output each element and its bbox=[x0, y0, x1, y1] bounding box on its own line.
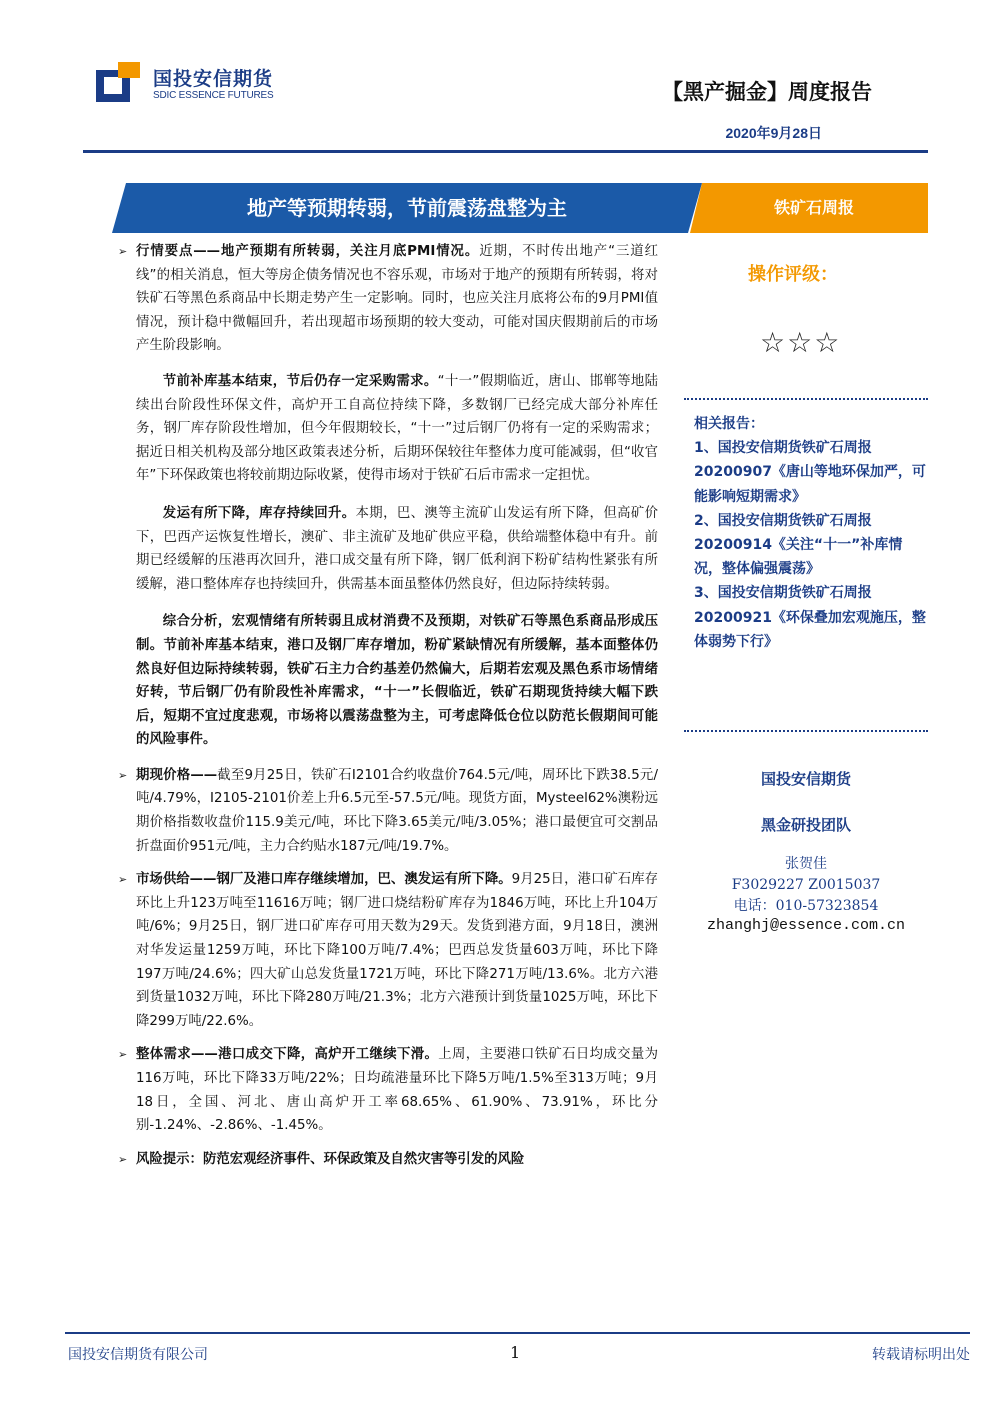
report-title: 【黑产掘金】周度报告 bbox=[662, 80, 872, 104]
related-reports-title: 相关报告： bbox=[694, 416, 764, 432]
company-name-en: SDIC ESSENCE FUTURES bbox=[153, 90, 274, 101]
paragraph bbox=[118, 370, 658, 488]
rating-label: 操作评级： bbox=[748, 264, 838, 285]
price-heading: 期现价格—— bbox=[136, 767, 218, 783]
header-divider bbox=[83, 150, 928, 153]
list-item bbox=[118, 240, 658, 358]
arrow-bullet-icon: ➢ bbox=[118, 1048, 128, 1062]
sidebar-divider bbox=[684, 730, 928, 732]
sidebar-divider bbox=[684, 398, 928, 400]
list-item bbox=[118, 764, 658, 858]
market-highlights-text: 近期，不时传出地产“三道红线”的相关消息，恒大等房企债务情况也不容乐观，市场对于地产的预期有所转弱，将对铁矿石等黑色系商品中长期走势产生一定影响。同时，也应关注月底将公布的9月PMI值情况，预计稳中微幅回升，若出现超市场预期的较大变动，可能对国庆假期前后的市场产生阶段影响。 bbox=[136, 244, 658, 354]
rating-stars: ☆☆☆ bbox=[760, 326, 842, 359]
headline: 地产等预期转弱，节前震荡盘整为主 bbox=[247, 196, 567, 220]
list-item bbox=[118, 868, 658, 1033]
list-item bbox=[118, 1043, 658, 1137]
company-logo bbox=[96, 62, 140, 102]
analyst-email[interactable]: zhanghj@essence.com.cn bbox=[706, 917, 906, 934]
footer-divider bbox=[65, 1332, 970, 1334]
footer-notice: 转载请标明出处 bbox=[872, 1347, 970, 1363]
demand-text: 上周，主要港口铁矿石日均成交量为116万吨，环比下降33万吨/22%；日均疏港量环比下降5万吨/1.5%至313万吨；9月18日，全国、河北、唐山高炉开工率68.65%、61.90%、73.91%，环比分别-1.24%、-2.86%、-1.45%。 bbox=[136, 1047, 659, 1134]
restocking-heading: 节前补库基本结束，节后仍存一定采购需求。 bbox=[162, 373, 438, 389]
shipment-heading: 发运有所下降，库存持续回升。 bbox=[162, 505, 356, 521]
related-report-link[interactable]: 2、国投安信期货铁矿石周报20200914《关注“十一”补库情况，整体偏强震荡》 bbox=[694, 512, 903, 578]
analyst-phone: 电话：010-57323854 bbox=[733, 898, 879, 914]
company-name-cn: 国投安信期货 bbox=[153, 68, 274, 90]
page-number: 1 bbox=[510, 1343, 521, 1362]
supply-text: 9月25日，港口矿石库存环比上升123万吨至11616万吨；钢厂进口烧结粉矿库存为1846万吨，环比上升104万吨/6%；9月25日，钢厂进口矿库存可用天数为29天。发货到港方面，9月18日，澳洲对华发运量1259万吨，环比下降100万吨/7.4%；巴西总发货量603万吨，环比下降197万吨/24.6%；四大矿山总发货量1721万吨，环比下降271万吨/13.6%。北方六港到货量1032万吨，环比下降280万吨/21.3%；北方六港预计到货量1025万吨，环比下降299万吨/22.6%。 bbox=[136, 872, 658, 1029]
arrow-bullet-icon: ➢ bbox=[118, 1152, 128, 1166]
related-report-link[interactable]: 3、国投安信期货铁矿石周报20200921《环保叠加宏观施压，整体弱势下行》 bbox=[694, 585, 926, 650]
arrow-bullet-icon: ➢ bbox=[118, 245, 128, 258]
arrow-bullet-icon: ➢ bbox=[118, 873, 128, 887]
summary-paragraph: 综合分析，宏观情绪有所转弱且成材消费不及预期，对铁矿石等黑色系商品形成压制。节前补库基本结束，港口及钢厂库存增加，粉矿紧缺情况有所缓解，基本面整体仍然良好但边际持续转弱，铁矿石主力合约基差仍然偏大，后期若宏观及黑色系市场情绪好转，节后钢厂仍有阶段性补库需求，“十一”长假临近，铁矿石期现货持续大幅下跌后，短期不宜过度悲观，市场将以震荡盘整为主，可考虑降低仓位以防范长假期间可能的风险事件。 bbox=[136, 614, 658, 748]
main-content bbox=[118, 240, 658, 1181]
price-text: 截至9月25日，铁矿石I2101合约收盘价764.5元/吨，周环比下跌38.5元/吨/4.79%，I2105-2101价差上升6.5元至-57.5元/吨。现货方面，Mysteel62%澳粉远期价格指数收盘价115.9美元/吨，环比下降3.65美元/吨/3.05%；港口最便宜可交割品折盘面价951元/吨，主力合约贴水187元/吨/19.7%。 bbox=[136, 767, 658, 854]
analyst-license: F3029227 Z0015037 bbox=[731, 877, 881, 893]
footer-company: 国投安信期货有限公司 bbox=[68, 1347, 208, 1363]
list-item bbox=[118, 1148, 658, 1172]
paragraph bbox=[118, 502, 658, 596]
category-label: 铁矿石周报 bbox=[773, 198, 854, 217]
analyst-name: 张贺佳 bbox=[785, 856, 827, 872]
shipment-text: 本期，巴、澳等主流矿山发运有所下降，但高矿价下，巴西产运恢复性增长，澳矿、非主流矿及地矿供应平稳，供给端整体稳中有升。前期已经缓解的压港再次回升，港口成交量有所下降，钢厂低利润下粉矿结构性紧张有所缓解，港口整体库存也持续回升，供需基本面虽整体仍然良好，但边际持续转弱。 bbox=[136, 505, 659, 592]
report-date: 2020年9月28日 bbox=[725, 125, 822, 141]
supply-heading: 市场供给——钢厂及港口库存继续增加，巴、澳发运有所下降。 bbox=[136, 872, 512, 888]
analyst-contact bbox=[684, 854, 928, 917]
related-reports bbox=[694, 412, 926, 654]
organization-name: 国投安信期货 bbox=[760, 770, 851, 788]
market-highlights-heading: 行情要点——地产预期有所转弱，关注月底PMI情况。 bbox=[136, 244, 480, 259]
risk-warning: 风险提示：防范宏观经济事件、环保政策及自然灾害等引发的风险 bbox=[136, 1151, 525, 1167]
demand-heading: 整体需求——港口成交下降，高炉开工继续下滑。 bbox=[136, 1047, 439, 1063]
restocking-text: “十一”假期临近，唐山、邯郸等地陆续出台阶段性环保文件，高炉开工自高位持续下降，多数钢厂已经完成大部分补库任务，钢厂库存阶段性增加，但今年假期较长，“十一”过后钢厂仍将有一定的采购需求；据近日相关机构及部分地区政策表述分析，后期环保较往年整体力度可能减弱，但“收官年”下环保政策也将较前期边际收紧，使得市场对于铁矿石后市需求一定担忧。 bbox=[136, 373, 658, 484]
arrow-bullet-icon: ➢ bbox=[118, 768, 128, 782]
team-name: 黑金研投团队 bbox=[760, 816, 851, 834]
related-report-link[interactable]: 1、国投安信期货铁矿石周报20200907《唐山等地环保加严，可能影响短期需求》 bbox=[694, 440, 926, 505]
